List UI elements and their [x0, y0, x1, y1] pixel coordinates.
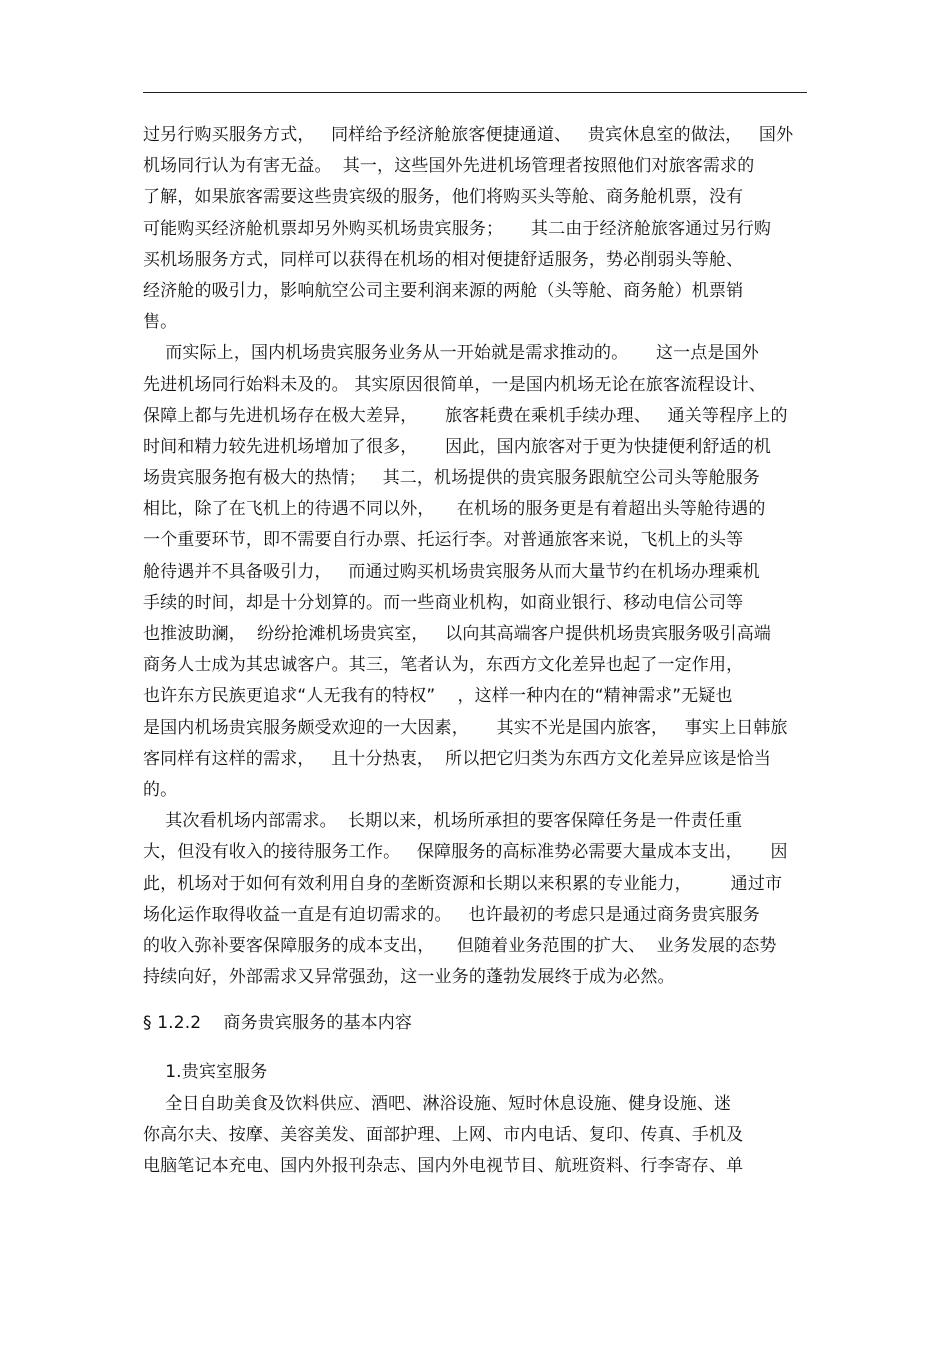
text-line: 保障上都与先进机场存在极大差异， 旅客耗费在乘机手续办理、 通关等程序上的	[143, 405, 788, 426]
text-line: 过另行购买服务方式， 同样给予经济舱旅客便捷通道、 贵宾休息室的做法， 国外	[143, 125, 794, 145]
paragraph-1	[143, 120, 823, 338]
paragraph-2	[143, 338, 823, 806]
text-line: 售。	[143, 312, 178, 333]
text-line: 时间和精力较先进机场增加了很多， 因此，国内旅客对于更为快捷便利舒适的机	[143, 436, 772, 457]
text-line: 你高尔夫、按摩、美容美发、面部护理、上网、市内电话、复印、传真、手机及	[143, 1124, 744, 1145]
text-line: 也许东方民族更追求“人无我有的特权” ，这样一种内在的“精神需求”无疑也	[143, 686, 733, 707]
paragraph-3	[143, 806, 823, 993]
text-line: 先进机场同行始料未及的。 其实原因很简单，一是国内机场无论在旅客流程设计、	[143, 374, 766, 395]
text-line: 也推波助澜， 纷纷抢滩机场贵宾室， 以向其高端客户提供机场贵宾服务吸引高端	[143, 624, 772, 644]
text-line: 客同样有这样的需求， 且十分热衷， 所以把它归类为东西方文化差异应该是恰当	[143, 748, 772, 769]
text-line: 场贵宾服务抱有极大的热情； 其二，机场提供的贵宾服务跟航空公司头等舱服务	[143, 468, 760, 489]
text-line: 大，但没有收入的接待服务工作。 保障服务的高标准势必需要大量成本支出， 因	[143, 842, 788, 863]
text-line: 相比，除了在飞机上的待遇不同以外， 在机场的服务更是有着超出头等舱待遇的	[143, 499, 766, 520]
text-line: 是国内机场贵宾服务颇受欢迎的一大因素， 其实不光是国内旅客， 事实上日韩旅	[143, 717, 788, 738]
subheading: 1.贵宾室服务	[143, 1062, 268, 1083]
text-line: 手续的时间，却是十分划算的。而一些商业机构，如商业银行、移动电信公司等	[143, 592, 744, 613]
text-line: 其次看机场内部需求。 长期以来，机场所承担的要客保障任务是一件责任重	[143, 811, 743, 832]
text-line: 一个重要环节，即不需要自行办票、托运行李。对普通旅客来说，飞机上的头等	[143, 530, 744, 551]
text-line: 持续向好，外部需求又异常强劲，这一业务的蓬勃发展终于成为必然。	[143, 967, 675, 988]
text-line: 此，机场对于如何有效利用自身的垄断资源和长期以来积累的专业能力， 通过市	[143, 873, 783, 894]
text-line: 的。	[143, 779, 178, 800]
text-line: 商务人士成为其忠诚客户。其三，笔者认为，东西方文化差异也起了一定作用，	[143, 655, 744, 676]
text-line: 场化运作取得收益一直是有迫切需求的。 也许最初的考虑只是通过商务贵宾服务	[143, 904, 760, 925]
document-body	[143, 120, 823, 1182]
paragraph-4	[143, 1089, 823, 1183]
header-rule	[143, 92, 807, 93]
text-line: 而实际上，国内机场贵宾服务业务从一开始就是需求推动的。 这一点是国外	[143, 343, 759, 364]
section-heading: § 1.2.2 商务贵宾服务的基本内容	[143, 1013, 413, 1034]
text-line: 电脑笔记本充电、国内外报刊杂志、国内外电视节目、航班资料、行李寄存、单	[143, 1156, 744, 1176]
text-line: 全日自助美食及饮料供应、酒吧、淋浴设施、短时休息设施、健身设施、迷	[143, 1093, 732, 1114]
text-line: 可能购买经济舱机票却另外购买机场贵宾服务； 其二由于经济舱旅客通过另行购	[143, 218, 772, 239]
text-line: 舱待遇并不具备吸引力， 而通过购买机场贵宾服务从而大量节约在机场办理乘机	[143, 561, 760, 582]
text-line: 了解，如果旅客需要这些贵宾级的服务，他们将购买头等舱、商务舱机票，没有	[143, 187, 744, 208]
text-line: 买机场服务方式，同样可以获得在机场的相对便捷舒适服务，势必削弱头等舱、	[143, 249, 744, 270]
text-line: 经济舱的吸引力，影响航空公司主要利润来源的两舱（头等舱、商务舱）机票销	[143, 280, 744, 301]
text-line: 的收入弥补要客保障服务的成本支出， 但随着业务范围的扩大、 业务发展的态势	[143, 935, 777, 956]
text-line: 机场同行认为有害无益。 其一，这些国外先进机场管理者按照他们对旅客需求的	[143, 156, 755, 177]
